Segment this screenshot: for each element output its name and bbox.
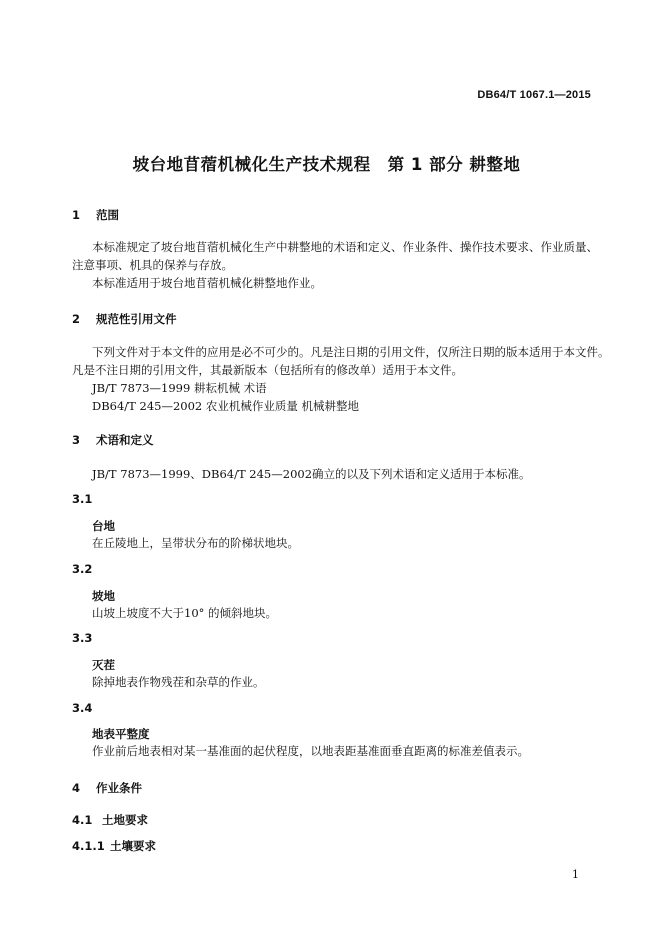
- section-2-heading: [72, 311, 177, 327]
- section-number: 2: [72, 312, 81, 326]
- section-3-heading: [72, 432, 154, 448]
- section-number: 3: [72, 433, 81, 447]
- standard-code: DB64/T 1067.1—2015: [477, 89, 591, 101]
- paragraph-line: 凡是不注日期的引用文件，其最新版本（包括所有的修改单）适用于本文件。: [72, 363, 463, 377]
- section-title: 术语和定义: [96, 433, 154, 447]
- section-4-heading: [72, 780, 142, 796]
- section-1-heading: [72, 207, 119, 223]
- paragraph-line: 本标准适用于坡台地苜蓿机械化耕整地作业。: [92, 276, 322, 290]
- section-number: 4: [72, 781, 81, 795]
- section-title: 作业条件: [96, 781, 142, 795]
- term-definition: 山坡上坡度不大于10° 的倾斜地块。: [92, 606, 278, 620]
- page-number: 1: [572, 868, 579, 881]
- term-definition: 作业前后地表相对某一基准面的起伏程度，以地表距基准面垂直距离的标准差值表示。: [92, 744, 529, 758]
- subsection-number: 4.1.1: [72, 839, 105, 853]
- reference-item: JB/T 7873—1999 耕耘机械 术语: [92, 381, 267, 395]
- subsection-4-1-heading: [72, 812, 148, 828]
- section-number: 1: [72, 208, 81, 222]
- term-definition: 在丘陵地上，呈带状分布的阶梯状地块。: [92, 536, 299, 550]
- term-number: 3.2: [72, 562, 93, 576]
- term-number: 3.1: [72, 492, 93, 506]
- term-definition: 除掉地表作物残茬和杂草的作业。: [92, 675, 265, 689]
- subsection-number: 4.1: [72, 813, 93, 827]
- subsection-title: 土壤要求: [110, 839, 156, 853]
- section-title: 范围: [96, 208, 119, 222]
- term-name: 台地: [92, 519, 115, 533]
- paragraph-line: 注意事项、机具的保养与存放。: [72, 258, 233, 272]
- paragraph-line: JB/T 7873—1999、DB64/T 245—2002确立的以及下列术语和定义适用于本标准。: [92, 467, 531, 481]
- subsection-4-1-1-heading: [72, 838, 156, 854]
- reference-item: DB64/T 245—2002 农业机械作业质量 机械耕整地: [92, 399, 360, 413]
- section-title: 规范性引用文件: [96, 312, 177, 326]
- subsection-title: 土地要求: [102, 813, 148, 827]
- term-name: 坡地: [92, 589, 115, 603]
- document-title: 坡台地苜蓿机械化生产技术规程 第 1 部分 耕整地: [132, 155, 521, 174]
- term-number: 3.4: [72, 701, 93, 715]
- term-name: 地表平整度: [92, 727, 150, 741]
- term-number: 3.3: [72, 631, 93, 645]
- paragraph-line: 本标准规定了坡台地苜蓿机械化生产中耕整地的术语和定义、作业条件、操作技术要求、作业质量、: [92, 240, 598, 254]
- term-name: 灭茬: [92, 658, 115, 672]
- paragraph-line: 下列文件对于本文件的应用是必不可少的。凡是注日期的引用文件，仅所注日期的版本适用于本文件。: [92, 345, 610, 359]
